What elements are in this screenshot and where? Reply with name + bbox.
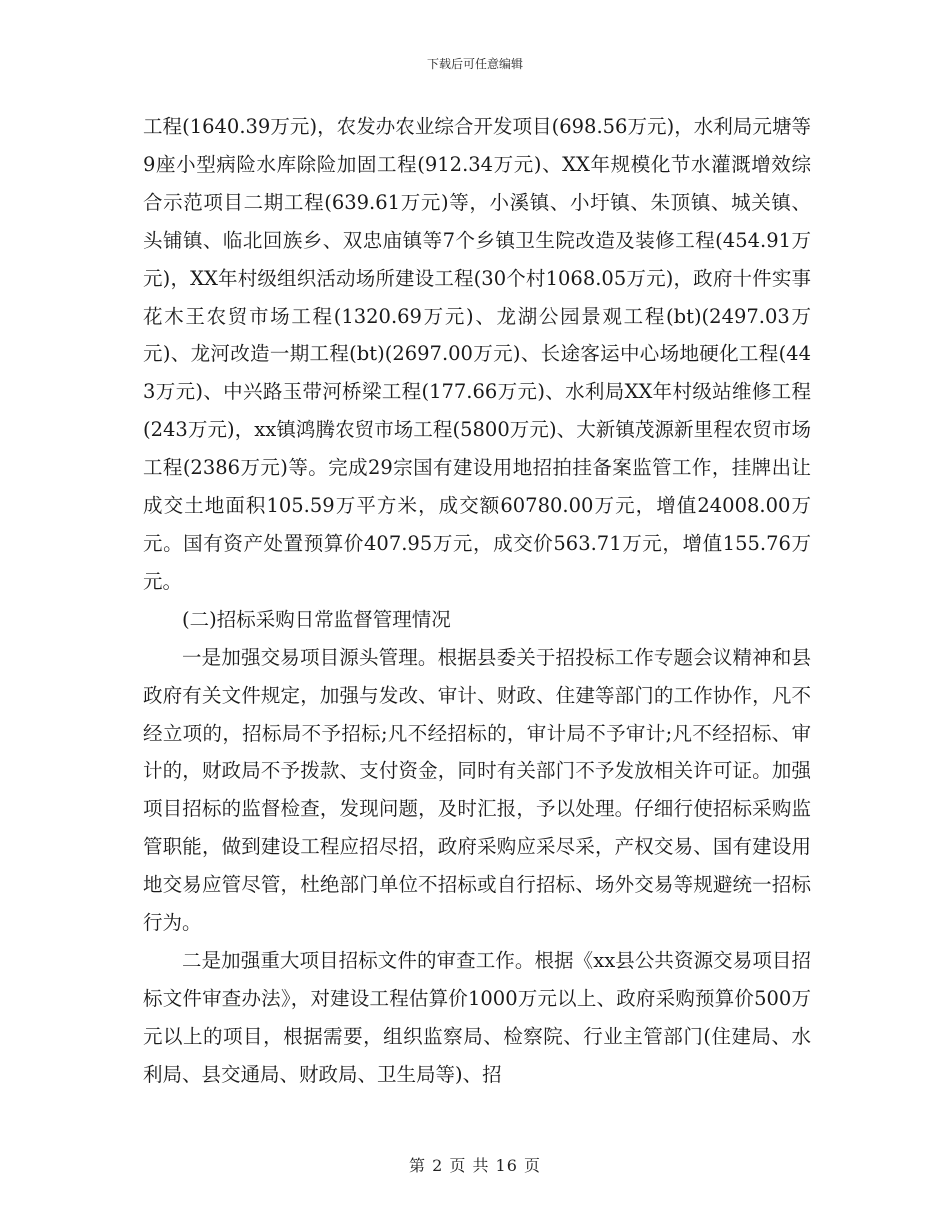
footer-current-page: 2	[432, 1156, 444, 1175]
footer-prefix: 第	[408, 1156, 426, 1175]
paragraph-document-review: 二是加强重大项目招标文件的审查工作。根据《xx县公共资源交易项目招标文件审查办法》，对建设工程估算价1000万元以上、政府采购预算价500万元以上的项目，根据需要，组织监察局、检察院、行业主管部门(住建局、水利局、县交通局、财政局、卫生局等)、招	[143, 948, 811, 1086]
footer-mid: 页 共	[449, 1156, 490, 1175]
page-footer	[0, 1156, 950, 1176]
page-header	[0, 56, 950, 72]
footer-suffix: 页	[524, 1156, 542, 1175]
section-heading: (二)招标采购日常监督管理情况	[182, 607, 451, 631]
paragraph-source-management: 一是加强交易项目源头管理。根据县委关于招投标工作专题会议精神和县政府有关文件规定，加强与发改、审计、财政、住建等部门的工作协作，凡不经立项的，招标局不予招标;凡不经招标的，审计局不予审计;凡不经招标、审计的，财政局不予拨款、支付资金，同时有关部门不予发放相关许可证。加强项目招标的监督检查，发现问题，及时汇报，予以处理。仔细行使招标采购监管职能，做到建设工程应招尽招，政府采购应采尽采，产权交易、国有建设用地交易应管尽管，杜绝部门单位不招标或自行招标、场外交易等规避统一招标行为。	[143, 645, 811, 935]
document-body	[143, 108, 811, 1094]
header-text: 下载后可任意编辑	[426, 57, 523, 71]
footer-total-pages: 16	[495, 1156, 518, 1175]
paragraph-project-list: 工程(1640.39万元)，农发办农业综合开发项目(698.56万元)，水利局元塘等9座小型病险水库除险加固工程(912.34万元)、XX年规模化节水灌溉增效综合示范项目二期工程(639.61万元)等，小溪镇、小圩镇、朱顶镇、城关镇、头铺镇、临北回族乡、双忠庙镇等7个乡镇卫生院改造及装修工程(454.91万元)，XX年村级组织活动场所建设工程(30个村1068.05万元)，政府十件实事花木王农贸市场工程(1320.69万元)、龙湖公园景观工程(bt)(2497.03万元)、龙河改造一期工程(bt)(2697.00万元)、长途客运中心场地硬化工程(443万元)、中兴路玉带河桥梁工程(177.66万元)、水利局XX年村级站维修工程(243万元)，xx镇鸿腾农贸市场工程(5800万元)、大新镇茂源新里程农贸市场工程(2386万元)等。完成29宗国有建设用地招拍挂备案监管工作，挂牌出让成交土地面积105.59万平方米，成交额60780.00万元，增值24008.00万元。国有资产处置预算价407.95万元，成交价563.71万元，增值155.76万元。	[143, 115, 811, 593]
